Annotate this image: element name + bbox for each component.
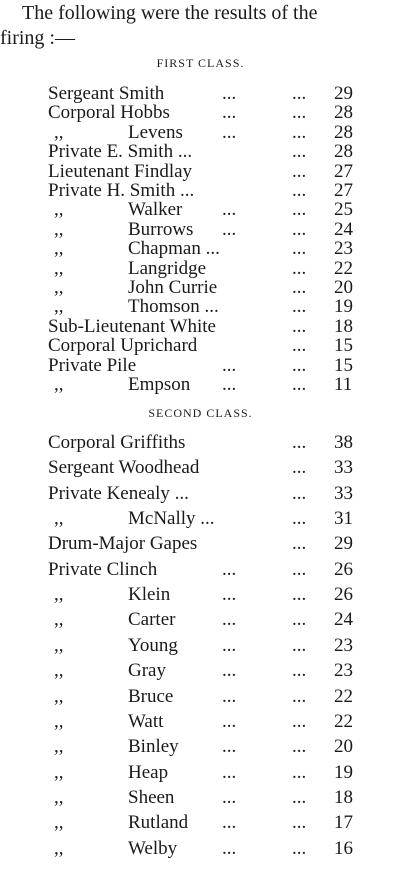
rank-label: ,,: [54, 508, 64, 529]
score-value: 11: [334, 374, 353, 395]
leader-dots: ...: [292, 609, 307, 630]
score-value: 15: [334, 335, 353, 356]
result-row: [0, 786, 401, 810]
rank-label: ,,: [54, 838, 64, 859]
name-label: Sheen: [128, 787, 175, 808]
rank-label: ,,: [54, 277, 64, 298]
score-value: 20: [334, 277, 353, 298]
score-value: 23: [334, 660, 353, 681]
leader-dots: ...: [292, 838, 307, 859]
rank-label: ,,: [54, 787, 64, 808]
rank-label: Corporal Hobbs: [48, 102, 170, 123]
leader-dots: ...: [222, 559, 237, 580]
result-row: [0, 431, 401, 455]
leader-dots: ...: [292, 533, 307, 554]
name-label: Empson: [128, 374, 191, 395]
section-heading: SECOND CLASS.: [148, 406, 253, 420]
score-value: 29: [334, 533, 353, 554]
result-row: [0, 507, 401, 531]
leader-dots: ...: [292, 483, 307, 504]
rank-label: ,,: [54, 296, 64, 317]
score-value: 27: [334, 161, 353, 182]
rank-label: ,,: [54, 238, 64, 259]
name-label: Rutland: [128, 812, 189, 833]
result-row: [0, 811, 401, 835]
leader-dots: ...: [222, 635, 237, 656]
section-heading: FIRST CLASS.: [156, 56, 245, 70]
leader-dots: ...: [222, 812, 237, 833]
leader-dots: ...: [222, 736, 237, 757]
name-label: McNally ...: [128, 508, 215, 529]
leader-dots: ...: [292, 277, 307, 298]
leader-dots: ...: [292, 258, 307, 279]
rank-label: Lieutenant Findlay: [48, 161, 193, 182]
leader-dots: ...: [222, 762, 237, 783]
score-value: 16: [334, 838, 353, 859]
rank-label: ,,: [54, 609, 64, 630]
rank-label: ,,: [54, 711, 64, 732]
rank-label: ,,: [54, 199, 64, 220]
score-value: 26: [334, 559, 353, 580]
rank-label: Private Pile: [48, 355, 137, 376]
result-row: [0, 761, 401, 785]
result-row: [0, 558, 401, 582]
leader-dots: ...: [292, 180, 307, 201]
rank-label: Private Clinch: [48, 559, 158, 580]
leader-dots: ...: [222, 355, 237, 376]
leader-dots: ...: [292, 457, 307, 478]
leader-dots: ...: [292, 812, 307, 833]
leader-dots: ...: [222, 374, 237, 395]
result-row: [0, 373, 401, 397]
leader-dots: ...: [222, 199, 237, 220]
result-row: [0, 532, 401, 556]
result-row: [0, 583, 401, 607]
rank-label: Corporal Griffiths: [48, 432, 186, 453]
score-value: 28: [334, 102, 353, 123]
leader-dots: ...: [292, 83, 307, 104]
result-row: [0, 659, 401, 683]
leader-dots: ...: [292, 660, 307, 681]
leader-dots: ...: [292, 141, 307, 162]
leader-dots: ...: [292, 559, 307, 580]
rank-label: ,,: [54, 258, 64, 279]
leader-dots: ...: [292, 316, 307, 337]
leader-dots: ...: [292, 711, 307, 732]
name-label: Heap: [128, 762, 169, 783]
leader-dots: ...: [222, 609, 237, 630]
score-value: 33: [334, 457, 353, 478]
leader-dots: ...: [292, 686, 307, 707]
name-label: Walker: [128, 199, 183, 220]
score-value: 22: [334, 711, 353, 732]
result-row: [0, 735, 401, 759]
leader-dots: ...: [222, 660, 237, 681]
leader-dots: ...: [222, 686, 237, 707]
result-row: [0, 482, 401, 506]
leader-dots: ...: [292, 355, 307, 376]
score-value: 28: [334, 122, 353, 143]
rank-label: ,,: [54, 660, 64, 681]
rank-label: Drum-Major Gapes: [48, 533, 198, 554]
name-label: Carter: [128, 609, 176, 630]
rank-label: ,,: [54, 219, 64, 240]
score-value: 19: [334, 296, 353, 317]
score-value: 29: [334, 83, 353, 104]
name-label: Gray: [128, 660, 166, 681]
name-label: Langridge: [128, 258, 207, 279]
score-value: 24: [334, 609, 353, 630]
rank-label: Private H. Smith ...: [48, 180, 195, 201]
leader-dots: ...: [222, 219, 237, 240]
leader-dots: ...: [292, 584, 307, 605]
rank-label: Sub-Lieutenant White: [48, 316, 216, 337]
name-label: Chapman ...: [128, 238, 220, 259]
leader-dots: ...: [222, 838, 237, 859]
score-value: 27: [334, 180, 353, 201]
result-row: [0, 456, 401, 480]
rank-label: Private Kenealy ...: [48, 483, 189, 504]
intro-line-2: firing :—: [0, 27, 75, 49]
result-row: [0, 837, 401, 861]
intro-line-1: The following were the results of the: [22, 2, 318, 24]
leader-dots: ...: [222, 83, 237, 104]
leader-dots: ...: [292, 122, 307, 143]
score-value: 28: [334, 141, 353, 162]
result-row: [0, 608, 401, 632]
rank-label: Private E. Smith ...: [48, 141, 193, 162]
leader-dots: ...: [292, 374, 307, 395]
result-row: [0, 710, 401, 734]
name-label: Klein: [128, 584, 171, 605]
leader-dots: ...: [292, 102, 307, 123]
rank-label: ,,: [54, 736, 64, 757]
score-value: 31: [334, 508, 353, 529]
score-value: 22: [334, 686, 353, 707]
name-label: Welby: [128, 838, 178, 859]
leader-dots: ...: [292, 219, 307, 240]
score-value: 25: [334, 199, 353, 220]
leader-dots: ...: [222, 584, 237, 605]
name-label: Bruce: [128, 686, 174, 707]
leader-dots: ...: [222, 122, 237, 143]
score-value: 23: [334, 635, 353, 656]
name-label: John Currie: [128, 277, 218, 298]
score-value: 23: [334, 238, 353, 259]
score-value: 19: [334, 762, 353, 783]
leader-dots: ...: [222, 102, 237, 123]
rank-label: ,,: [54, 812, 64, 833]
result-row: [0, 634, 401, 658]
rank-label: ,,: [54, 635, 64, 656]
rank-label: ,,: [54, 686, 64, 707]
name-label: Watt: [128, 711, 164, 732]
leader-dots: ...: [292, 199, 307, 220]
leader-dots: ...: [292, 635, 307, 656]
score-value: 20: [334, 736, 353, 757]
score-value: 24: [334, 219, 353, 240]
name-label: Young: [128, 635, 178, 656]
score-value: 17: [334, 812, 353, 833]
leader-dots: ...: [292, 736, 307, 757]
result-row: [0, 685, 401, 709]
name-label: Thomson ...: [128, 296, 219, 317]
score-value: 18: [334, 787, 353, 808]
rank-label: Corporal Uprichard: [48, 335, 198, 356]
leader-dots: ...: [292, 296, 307, 317]
leader-dots: ...: [292, 508, 307, 529]
score-value: 38: [334, 432, 353, 453]
score-value: 33: [334, 483, 353, 504]
score-value: 22: [334, 258, 353, 279]
score-value: 15: [334, 355, 353, 376]
leader-dots: ...: [292, 787, 307, 808]
name-label: Burrows: [128, 219, 194, 240]
score-value: 18: [334, 316, 353, 337]
leader-dots: ...: [292, 335, 307, 356]
score-value: 26: [334, 584, 353, 605]
rank-label: ,,: [54, 584, 64, 605]
name-label: Levens: [128, 122, 183, 143]
rank-label: Sergeant Woodhead: [48, 457, 200, 478]
rank-label: Sergeant Smith: [48, 83, 165, 104]
rank-label: ,,: [54, 374, 64, 395]
rank-label: ,,: [54, 762, 64, 783]
leader-dots: ...: [292, 762, 307, 783]
leader-dots: ...: [292, 238, 307, 259]
leader-dots: ...: [222, 711, 237, 732]
name-label: Binley: [128, 736, 179, 757]
leader-dots: ...: [292, 432, 307, 453]
leader-dots: ...: [292, 161, 307, 182]
rank-label: ,,: [54, 122, 64, 143]
leader-dots: ...: [222, 787, 237, 808]
